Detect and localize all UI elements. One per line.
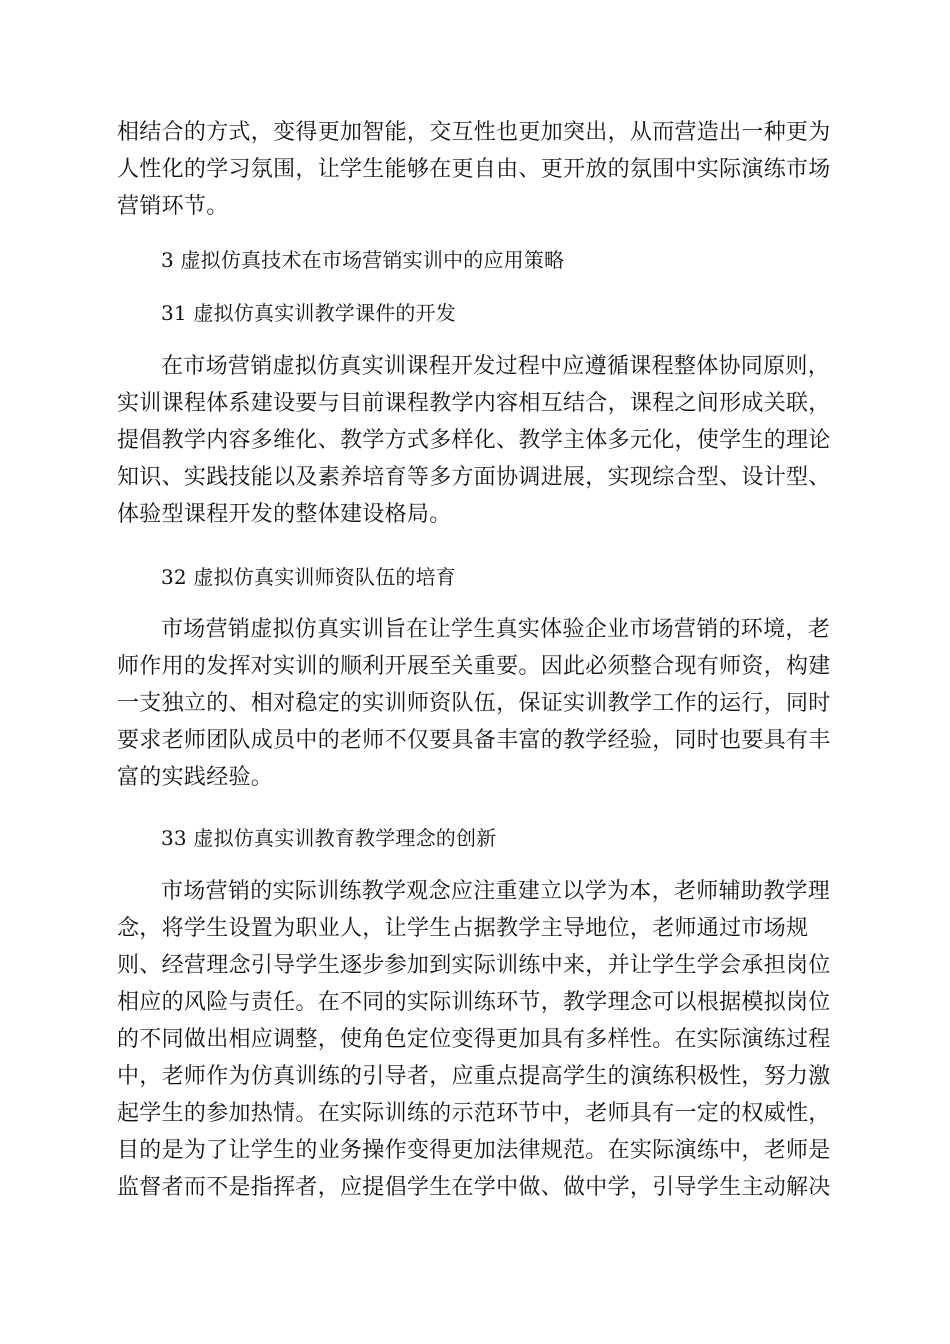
paragraph-line: 市场营销的实际训练教学观念应注重建立以学为本，老师辅助教学理: [161, 879, 831, 904]
paragraph-line: 要求老师团队成员中的老师不仅要具备丰富的教学经验，同时也要具有丰: [117, 728, 831, 753]
paragraph-line: 市场营销虚拟仿真实训旨在让学生真实体验企业市场营销的环境，老: [161, 617, 831, 642]
paragraph-line: 起学生的参加热情。在实际训练的示范环节中，老师具有一定的权威性，: [117, 1101, 831, 1126]
paragraph-line: 知识、实践技能以及素养培育等多方面协调进展，实现综合型、设计型、: [117, 465, 831, 490]
subsection-heading: 33 虚拟仿真实训教育教学理念的创新: [161, 826, 497, 850]
paragraph-line: 提倡教学内容多维化、教学方式多样化、教学主体多元化，使学生的理论: [117, 428, 831, 453]
paragraph-line: 相结合的方式，变得更加智能，交互性也更加突出，从而营造出一种更为: [117, 120, 831, 145]
paragraph-line: 相应的风险与责任。在不同的实际训练环节，教学理念可以根据模拟岗位: [117, 990, 831, 1015]
paragraph-line: 富的实践经验。: [117, 765, 274, 790]
paragraph-line: 则、经营理念引导学生逐步参加到实际训练中来，并让学生学会承担岗位: [117, 953, 831, 978]
paragraph-line: 念，将学生设置为职业人，让学生占据教学主导地位，老师通过市场规: [117, 916, 809, 941]
subsection-heading: 31 虚拟仿真实训教学课件的开发: [161, 301, 457, 325]
paragraph-line: 监督者而不是指挥者，应提倡学生在学中做、做中学，引导学生主动解决: [117, 1175, 831, 1200]
paragraph-line: 实训课程体系建设要与目前课程教学内容相互结合，课程之间形成关联，: [117, 391, 831, 416]
paragraph-line: 人性化的学习氛围，让学生能够在更自由、更开放的氛围中实际演练市场: [117, 157, 831, 182]
paragraph-line: 目的是为了让学生的业务操作变得更加法律规范。在实际演练中，老师是: [117, 1138, 831, 1163]
paragraph-line: 体验型课程开发的整体建设格局。: [117, 502, 452, 527]
paragraph-line: 中，老师作为仿真训练的引导者，应重点提高学生的演练积极性，努力激: [117, 1064, 831, 1089]
paragraph-line: 一支独立的、相对稳定的实训师资队伍，保证实训教学工作的运行，同时: [117, 691, 831, 716]
paragraph-line: 在市场营销虚拟仿真实训课程开发过程中应遵循课程整体协同原则，: [161, 354, 831, 379]
paragraph-line: 师作用的发挥对实训的顺利开展至关重要。因此必须整合现有师资，构建: [117, 654, 831, 679]
subsection-heading: 32 虚拟仿真实训师资队伍的培育: [161, 565, 457, 589]
paragraph-line: 的不同做出相应调整，使角色定位变得更加具有多样性。在实际演练过程: [117, 1027, 831, 1052]
paragraph-line: 营销环节。: [117, 194, 229, 219]
section-heading: 3 虚拟仿真技术在市场营销实训中的应用策略: [161, 248, 565, 272]
